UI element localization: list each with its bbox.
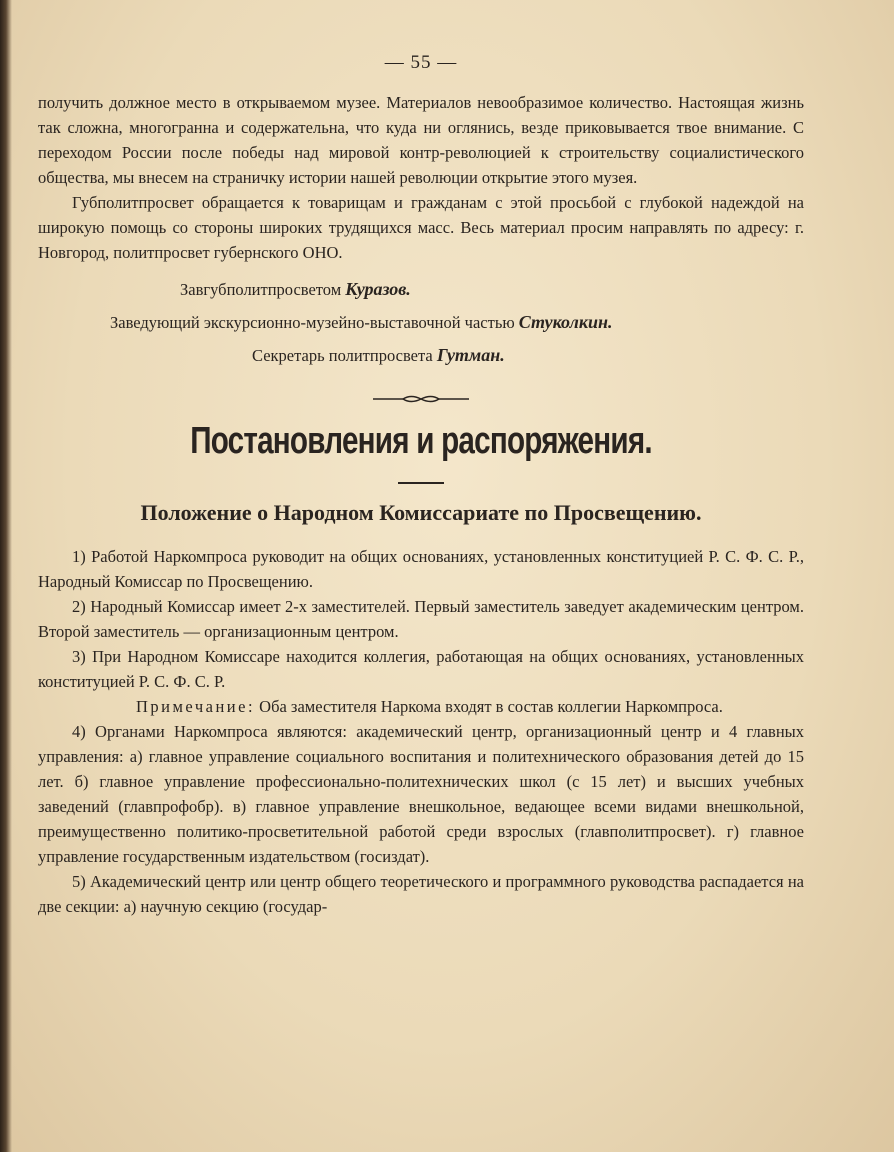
ornament-divider xyxy=(38,392,804,404)
intro-paragraph: Губполитпросвет обращается к товарищам и гражданам с этой просьбой с глубокой надеждой на широкую помощь со стороны широких трудящихся масс. Весь материал просим направлять по адресу: г. Новгород, политпросвет губернского ОНО. xyxy=(38,193,804,262)
signature-title: Завгубполитпросветом xyxy=(180,280,342,299)
heading-rule xyxy=(398,482,444,484)
article-paragraph: 2) Народный Комиссар имеет 2-х заместителей. Первый заместитель заведует академическим центром. Второй заместитель — организационным центром. xyxy=(38,597,804,641)
article-paragraph: 3) При Народном Комиссаре находится коллегия, работающая на общих основаниях, установленных конституцией Р. С. Ф. С. Р. xyxy=(38,647,804,691)
article-paragraph: 5) Академический центр или центр общего теоретического и программного руководства распадается на две секции: а) научную секцию (государ- xyxy=(38,872,804,916)
signature-line xyxy=(38,339,804,372)
signature-line xyxy=(38,273,804,306)
article-paragraph: 1) Работой Наркомпроса руководит на общих основаниях, установленных конституцией Р. С. Ф. С. Р., Народный Комиссар по Просвещению. xyxy=(38,547,804,591)
note-label: Примечание: xyxy=(136,697,256,716)
note-text: Оба заместителя Наркома входят в состав коллегии Наркомпроса. xyxy=(259,697,723,716)
signature-name: Куразов. xyxy=(345,279,411,299)
signature-name: Стуколкин. xyxy=(518,312,613,332)
signature-line xyxy=(38,306,804,339)
main-heading: Постановления и распоряжения. xyxy=(190,420,652,462)
signature-title: Секретарь политпросвета xyxy=(252,346,433,365)
intro-paragraph: получить должное место в открываемом музее. Материалов невообразимое количество. Настоящая жизнь так сложна, многогранна и содержательна, что куда ни оглянись, везде приковывается твое внимание. С переходом России после победы над мировой контр-революцией к строительству социалистического общества, мы внесем на страничку истории нашей революции открытие этого музея. xyxy=(38,93,804,187)
page-content xyxy=(38,52,804,919)
ornament-divider-icon xyxy=(373,393,469,405)
page-number: — 55 — xyxy=(384,52,458,73)
note-paragraph xyxy=(38,694,804,719)
signature-name: Гутман. xyxy=(436,345,505,365)
book-spine-edge xyxy=(0,0,12,1152)
signature-title: Заведующий экскурсионно-музейно-выставочной частью xyxy=(110,313,515,332)
signature-block xyxy=(38,273,804,372)
article-paragraph: 4) Органами Наркомпроса являются: академический центр, организационный центр и 4 главных управления: а) главное управление социального воспитания и политехнического образования детей до 15 лет. б) главное управление профессионально-политехнических школ (с 15 лет) и высших учебных заведений (главпрофобр). в) главное управление внешкольное, ведающее всеми видами внешкольной, преимущественно политико-просветительной работой среди взрослых (главполитпросвет). г) главное управление государственным издательством (госиздат). xyxy=(38,722,804,866)
sub-heading: Положение о Народном Комиссариате по Просвещению. xyxy=(140,500,702,525)
